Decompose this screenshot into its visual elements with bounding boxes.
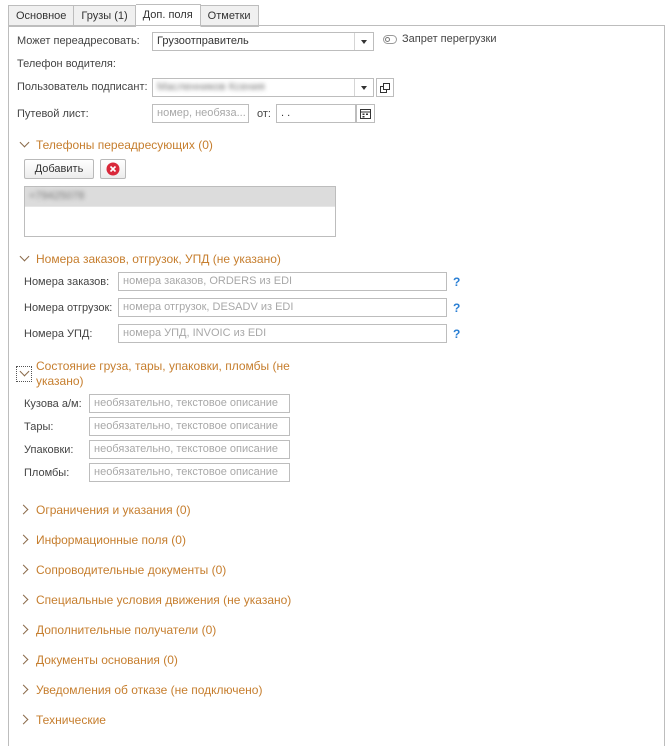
calendar-button[interactable] [356,104,375,123]
tab-main[interactable]: Основное [8,5,74,27]
delete-icon [106,162,120,176]
special-conditions-section-header[interactable] [18,593,291,607]
accompanying-docs-section-header[interactable] [18,563,226,577]
pack-label: Упаковки: [24,444,74,456]
waybill-date-input[interactable]: . . [276,104,356,123]
signer-value: Масленников Ксения [157,81,265,93]
tare-input[interactable]: необязательно, текстовое описание [89,417,290,436]
shipments-input[interactable]: номера отгрузок, DESADV из EDI [118,298,447,317]
shipments-help-icon[interactable]: ? [453,301,461,315]
cargo-section-title-line2: указано) [36,374,84,388]
orders-section-header[interactable] [18,252,281,266]
tab-cargo[interactable]: Грузы (1) [74,5,135,27]
restrictions-section-header[interactable] [18,503,191,517]
cargo-section-toggle[interactable] [16,366,32,382]
extra-recipients-section-header[interactable] [18,623,216,637]
open-signer-button[interactable] [376,78,394,97]
from-label: от: [257,108,271,120]
chevron-right-icon [18,564,30,576]
phones-table[interactable] [24,186,336,237]
phones-section-header[interactable] [18,138,213,152]
tab-extra-fields[interactable]: Доп. поля [136,4,201,27]
chevron-down-icon [18,139,30,151]
tab-bar [8,4,259,26]
pack-input[interactable]: необязательно, текстовое описание [89,440,290,459]
add-phone-button[interactable]: Добавить [24,159,94,179]
body-input[interactable]: необязательно, текстовое описание [89,394,290,413]
upd-input[interactable]: номера УПД, INVOIC из EDI [118,324,447,343]
section-title: Дополнительные получатели (0) [36,623,217,637]
open-window-icon [380,83,390,93]
technical-section-header[interactable] [18,713,106,727]
orders-input[interactable]: номера заказов, ORDERS из EDI [118,272,447,291]
seal-label: Пломбы: [24,467,70,479]
chevron-down-icon [18,368,30,380]
waybill-input[interactable]: номер, необяза... [152,104,249,123]
section-title: Уведомления об отказе (не подключено) [36,683,263,697]
phones-section-title: Телефоны переадресующих (0) [36,138,213,152]
driver-phone-label: Телефон водителя: [17,58,116,70]
phone-cell: +79425078 [29,190,85,202]
info-fields-section-header[interactable] [18,533,186,547]
chevron-right-icon [18,654,30,666]
signer-select[interactable] [152,78,374,97]
base-docs-section-header[interactable] [18,653,178,667]
tare-label: Тары: [24,421,54,433]
overload-toggle[interactable] [383,35,397,44]
table-row[interactable] [25,187,335,206]
toggle-knob-icon [385,37,390,42]
signer-label: Пользователь подписант: [17,81,148,93]
chevron-right-icon [18,534,30,546]
chevron-right-icon [18,594,30,606]
cargo-section-title-line1: Состояние груза, тары, упаковки, пломбы (не [36,359,290,373]
chevron-right-icon [18,684,30,696]
section-title: Сопроводительные документы (0) [36,563,227,577]
chevron-right-icon [18,714,30,726]
redirect-label: Может переадресовать: [17,35,140,47]
upd-help-icon[interactable]: ? [453,327,461,341]
overload-label: Запрет перегрузки [402,33,497,45]
tab-marks[interactable]: Отметки [201,5,259,27]
redirect-select[interactable] [152,32,374,51]
section-title: Информационные поля (0) [36,533,186,547]
chevron-right-icon [18,504,30,516]
cargo-section-header[interactable] [36,359,290,389]
section-title: Документы основания (0) [36,653,178,667]
chevron-right-icon [18,624,30,636]
section-title: Технические [36,713,106,727]
dropdown-arrow-icon[interactable] [354,79,373,96]
waybill-label: Путевой лист: [17,108,89,120]
section-title: Ограничения и указания (0) [36,503,191,517]
body-label: Кузова а/м: [24,398,82,410]
delete-phone-button[interactable] [100,159,126,179]
orders-section-title: Номера заказов, отгрузок, УПД (не указано) [36,252,281,266]
row-divider [25,206,335,207]
calendar-icon [360,108,371,119]
orders-help-icon[interactable]: ? [453,275,461,289]
redirect-value: Грузоотправитель [157,35,249,47]
dropdown-arrow-icon[interactable] [354,33,373,50]
upd-label: Номера УПД: [24,328,93,340]
shipments-label: Номера отгрузок: [24,302,113,314]
orders-label: Номера заказов: [24,276,110,288]
chevron-down-icon [18,253,30,265]
section-title: Специальные условия движения (не указано) [36,593,292,607]
refusal-notifications-section-header[interactable] [18,683,262,697]
seal-input[interactable]: необязательно, текстовое описание [89,463,290,482]
